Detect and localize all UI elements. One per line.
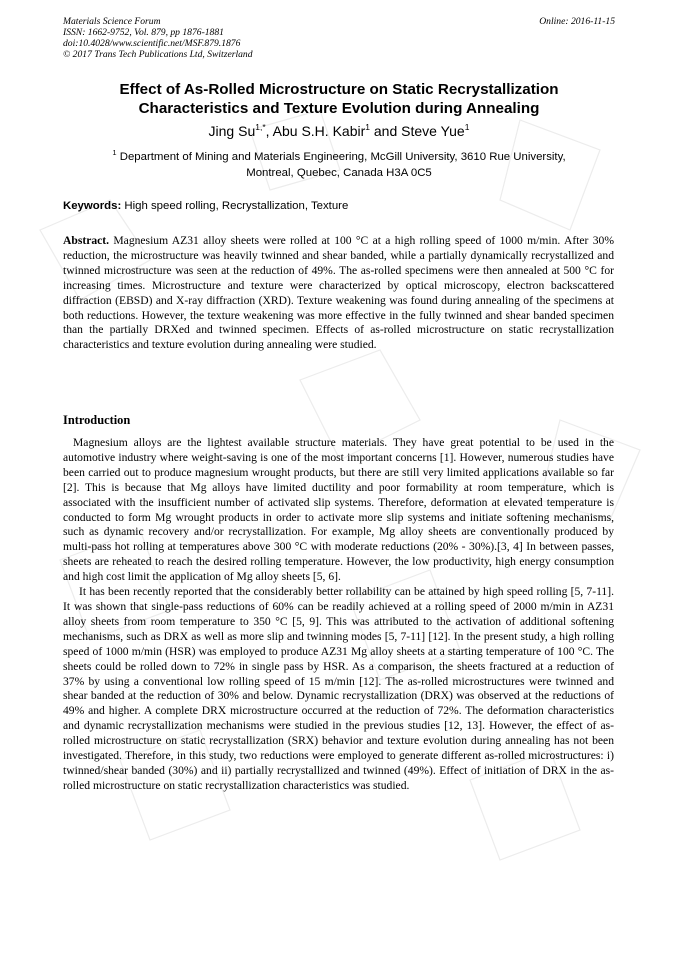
keywords (63, 198, 623, 214)
online-date: Online: 2016-11-15 (539, 16, 615, 27)
journal-header (63, 16, 253, 60)
title-line-1: Effect of As-Rolled Microstructure on Static Recrystallization (119, 81, 559, 98)
author-affiliation-mark: 1,* (255, 122, 266, 132)
doi-line: doi:10.4028/www.scientific.net/MSF.879.1876 (63, 38, 241, 49)
issn-line: ISSN: 1662-9752, Vol. 879, pp 1876-1881 (63, 27, 224, 38)
journal-name: Materials Science Forum (63, 16, 161, 27)
abstract (63, 234, 614, 353)
author-separator: and (370, 123, 402, 139)
affiliation-line-1: Department of Mining and Materials Engineering, McGill University, 3610 Rue University, (116, 151, 566, 163)
introduction-body (63, 436, 614, 794)
author-separator: , (265, 123, 273, 139)
author-name: Abu S.H. Kabir (272, 123, 366, 139)
author-name: Steve Yue (401, 123, 465, 139)
paper-title (40, 80, 638, 118)
author-name: Jing Su (208, 123, 256, 139)
author-list (40, 123, 638, 140)
title-line-2: Characteristics and Texture Evolution during Annealing (138, 100, 540, 117)
copyright-line: © 2017 Trans Tech Publications Ltd, Switzerland (63, 49, 253, 60)
affiliation-line-2: Montreal, Quebec, Canada H3A 0C5 (246, 167, 432, 179)
abstract-text: Magnesium AZ31 alloy sheets were rolled at 100 °C at a high rolling speed of 1000 m/min. After 30% reduction, the microstructure was heavily twinned and shear banded, while a partially dynamically recrystallized and twinned microstructure was seen at the reduction of 49%. The as-rolled specimens were then annealed at 500 °C for increasing times. Microstructure and texture were characterized by optical microscopy, electron backscattered diffraction (EBSD) and X-ray diffraction (XRD). Texture weakening was found during annealing of the specimens at both reductions. However, the texture weakening was more effective in the fully twinned and shear banded specimen than the partially DRXed and twinned specimen. Effects of as-rolled microstructure on static recrystallization characteristics and texture evolution during annealing were studied. (63, 234, 614, 352)
intro-paragraph: It has been recently reported that the considerably better rollability can be attained by high speed rolling [5, 7-11]. It was shown that single-pass reductions of 60% can be readily achieved at a rolling speed of 2000 m/min in AZ31 alloy sheets from room temperature to 350 °C [5, 9]. This was attributed to the activation of additional softening mechanisms, such as DRX as well as more slip and twinning modes [5, 7-11] [12]. In the present study, a high rolling speed of 1000 m/min (HSR) was employed to produce AZ31 Mg alloy sheets at a starting temperature of 100 °C. The sheets could be rolled down to 72% in single pass by HSR. As a comparison, the sheets fractured at a reduction of 37% by using a conventional low rolling speed of 15 m/min [12]. The as-rolled microstructures were twinned and shear banded at the reduction of 30% and below. Dynamic recrystallization (DRX) was observed at the reductions of 49% and higher. A complete DRX microstructure occurred at the reduction of 72%. The deformation characteristics and dynamic recrystallization mechanisms were studied in the previous studies [12, 13]. However, the effect of as-rolled microstructure on static recrystallization (SRX) behavior and texture evolution during annealing has not been investigated. Therefore, in this study, two reductions were employed to generate different as-rolled microstructures: i) twinned/shear banded (30%) and ii) partially recrystallized and twinned (49%). Effect of initiation of DRX in the as-rolled microstructure on static recrystallization characteristics was studied. (63, 585, 614, 792)
keywords-label: Keywords: (63, 200, 122, 212)
keywords-text: High speed rolling, Recrystallization, Texture (121, 200, 349, 212)
intro-paragraph: Magnesium alloys are the lightest available structure materials. They have great potential to be used in the automotive industry where weight-saving is one of the most important concerns [1]. However, numerous studies have been carried out to produce magnesium wrought products, but there are still very limited applications available so far [2]. This is because that Mg alloys have limited ductility and poor formability at room temperature, which is associated with the insufficient number of activated slip systems. Therefore, deformation at elevated temperature is conducted to form Mg wrought products in order to activate more slip systems and initiate softening mechanisms, such as dynamic recovery and/or recrystallization. For example, Mg alloy sheets are conventionally produced by multi-pass hot rolling at temperatures above 300 °C with moderate reductions (20% - 30%).[3, 4] In between passes, sheets are reheated to reach the desired rolling temperature. However, the low productivity, high energy consumption and high cost limit the application of Mg alloy sheets [5, 6]. (63, 436, 614, 584)
affiliation (60, 149, 618, 181)
author-affiliation-mark: 1 (365, 122, 370, 132)
affiliation-mark: 1 (112, 148, 117, 157)
section-heading-introduction: Introduction (63, 413, 131, 427)
abstract-label: Abstract. (63, 234, 110, 247)
author-affiliation-mark: 1 (464, 122, 470, 132)
